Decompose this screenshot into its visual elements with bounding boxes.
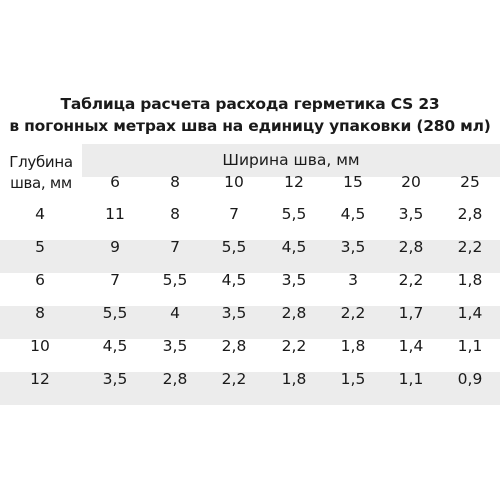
value-cell: 4 [170, 304, 180, 322]
value-cell: 2,8 [398, 238, 424, 256]
value-cell: 5,5 [102, 304, 128, 322]
value-cell: 2,2 [398, 271, 424, 289]
value-cell: 11 [105, 205, 125, 223]
value-cell: 3,5 [162, 337, 188, 355]
value-cell: 4,5 [221, 271, 247, 289]
value-cell: 7 [110, 271, 120, 289]
value-cell: 3,5 [398, 205, 424, 223]
value-cell: 1,1 [398, 370, 424, 388]
table-title-line-1: Таблица расчета расхода герметика CS 23 [60, 95, 440, 113]
depth-header-line-1: Глубина [9, 153, 73, 171]
value-cell: 5,5 [281, 205, 307, 223]
depth-cell: 12 [30, 370, 50, 388]
value-cell: 5,5 [221, 238, 247, 256]
value-cell: 1,1 [457, 337, 483, 355]
table-title-line-2: в погонных метрах шва на единицу упаковки (280 мл) [9, 117, 491, 135]
width-header-cell: 10 [224, 173, 244, 191]
value-cell: 2,8 [281, 304, 307, 322]
value-cell: 2,2 [221, 370, 247, 388]
value-cell: 3,5 [340, 238, 366, 256]
value-cell: 2,2 [340, 304, 366, 322]
value-cell: 1,4 [457, 304, 483, 322]
value-cell: 4,5 [340, 205, 366, 223]
value-cell: 1,7 [398, 304, 424, 322]
depth-cell: 5 [35, 238, 45, 256]
value-cell: 2,8 [162, 370, 188, 388]
width-header-cell: 20 [401, 173, 421, 191]
value-cell: 8 [170, 205, 180, 223]
depth-cell: 4 [35, 205, 45, 223]
value-cell: 7 [170, 238, 180, 256]
depth-header-line-2: шва, мм [10, 174, 72, 192]
value-cell: 2,2 [457, 238, 483, 256]
width-header-cell: 15 [343, 173, 363, 191]
value-cell: 4,5 [102, 337, 128, 355]
depth-cell: 8 [35, 304, 45, 322]
value-cell: 9 [110, 238, 120, 256]
value-cell: 1,4 [398, 337, 424, 355]
width-header-cell: 8 [170, 173, 180, 191]
value-cell: 3 [348, 271, 358, 289]
depth-cell: 10 [30, 337, 50, 355]
depth-header [0, 152, 82, 206]
width-header-cell: 6 [110, 173, 120, 191]
value-cell: 4,5 [281, 238, 307, 256]
value-cell: 1,8 [340, 337, 366, 355]
value-cell: 2,8 [221, 337, 247, 355]
value-cell: 3,5 [102, 370, 128, 388]
value-cell: 2,2 [281, 337, 307, 355]
value-cell: 3,5 [221, 304, 247, 322]
value-cell: 7 [229, 205, 239, 223]
depth-cell: 6 [35, 271, 45, 289]
width-header-cell: 25 [460, 173, 480, 191]
width-header: Ширина шва, мм [222, 151, 360, 169]
width-header-cell: 12 [284, 173, 304, 191]
value-cell: 0,9 [457, 370, 483, 388]
value-cell: 3,5 [281, 271, 307, 289]
value-cell: 1,8 [457, 271, 483, 289]
value-cell: 2,8 [457, 205, 483, 223]
value-cell: 5,5 [162, 271, 188, 289]
value-cell: 1,5 [340, 370, 366, 388]
value-cell: 1,8 [281, 370, 307, 388]
